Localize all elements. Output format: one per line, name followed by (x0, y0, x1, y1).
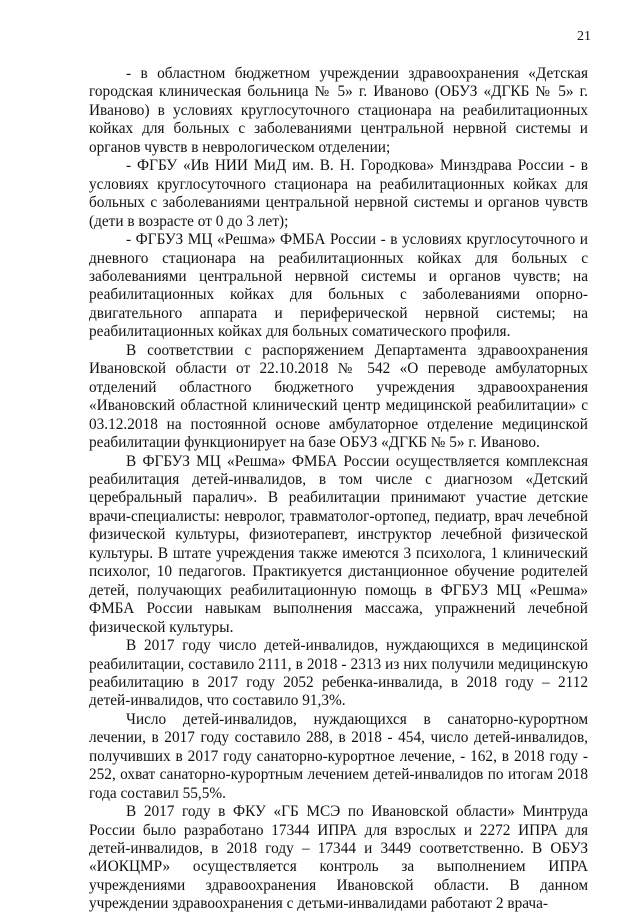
paragraph-ipra-statistics: В 2017 году в ФКУ «ГБ МСЭ по Ивановской области» Минтруда России было разработано 17344 ИПРА для взрослых и 2272 ИПРА для детей-инвалидов, в 2018 году – 17344 и 3449 соответственно. В ОБУЗ «ИОКЦМР» осуществляется контроль за выполнением ИПРА учреждениями здравоохранения Ивановской области. В данном учреждении здравоохранения с детьми-инвалидами работают 2 врача- (89, 803, 588, 913)
paragraph-reshma-complex-rehab: В ФГБУЗ МЦ «Решма» ФМБА России осуществляется комплексная реабилитация детей-инвалидов, в том числе с диагнозом «Детский церебральный паралич». В реабилитации принимают участие детские врачи-специалисты: невролог, травматолог-ортопед, педиатр, врач лечебной физической культуры, физиотерапевт, инструктор лечебной физической культуры. В штате учреждения также имеются 3 психолога, 1 клинический психолог, 10 педагогов. Практикуется дистанционное обучение родителей детей, получающих реабилитационную помощь в ФГБУЗ МЦ «Решма» ФМБА России навыкам выполнения массажа, упражнений лечебной физической культуры. (89, 452, 588, 636)
paragraph-rehab-statistics: В 2017 году число детей-инвалидов, нуждающихся в медицинской реабилитации, составило 2111, в 2018 - 2313 из них получили медицинскую реабилитацию в 2017 году 2052 ребенка-инвалида, в 2018 году – 2112 детей-инвалидов, что составило 91,3%. (89, 637, 588, 710)
paragraph-reshma-rehab: - ФГБУЗ МЦ «Решма» ФМБА России - в условиях круглосуточного и дневного стационара на реабилитационных койках для больных с заболеваниями центральной нервной системы и органов чувств; на реабилитационных койках для больных с заболеваниями опорно-двигательного аппарата и периферической нервной системы; на реабилитационных койках для больных соматического профиля. (89, 231, 588, 341)
paragraph-niimid-rehab: - ФГБУ «Ив НИИ МиД им. В. Н. Городкова» Минздрава России - в условиях круглосуточного стационара на реабилитационных койках для больных с заболеваниями центральной нервной системы и органов чувств (дети в возрасте от 0 до 3 лет); (89, 157, 588, 230)
paragraph-dgkb5-rehab: - в областном бюджетном учреждении здравоохранения «Детская городская клиническая больница № 5» г. Иваново (ОБУЗ «ДГКБ № 5» г. Иваново) в условиях круглосуточного стационара на реабилитационных койках для больных с заболеваниями центральной нервной системы и органов чувств в неврологическом отделении; (89, 65, 588, 156)
document-body (89, 65, 588, 914)
paragraph-department-order: В соответствии с распоряжением Департамента здравоохранения Ивановской области от 22.10.2018 № 542 «О переводе амбулаторных отделений областного бюджетного учреждения здравоохранения «Ивановский областной клинический центр медицинской реабилитации» с 03.12.2018 на постоянной основе амбулаторное отделение медицинской реабилитации функционирует на базе ОБУЗ «ДГКБ № 5» г. Иваново. (89, 341, 588, 452)
paragraph-sanatorium-statistics: Число детей-инвалидов, нуждающихся в санаторно-курортном лечении, в 2017 году составило 288, в 2018 - 454, число детей-инвалидов, получивших в 2017 году санаторно-курортное лечение, - 162, в 2018 году - 252, охват санаторно-курортным лечением детей-инвалидов по итогам 2018 года составил 55,5%. (89, 710, 588, 802)
page-number: 21 (577, 29, 591, 44)
